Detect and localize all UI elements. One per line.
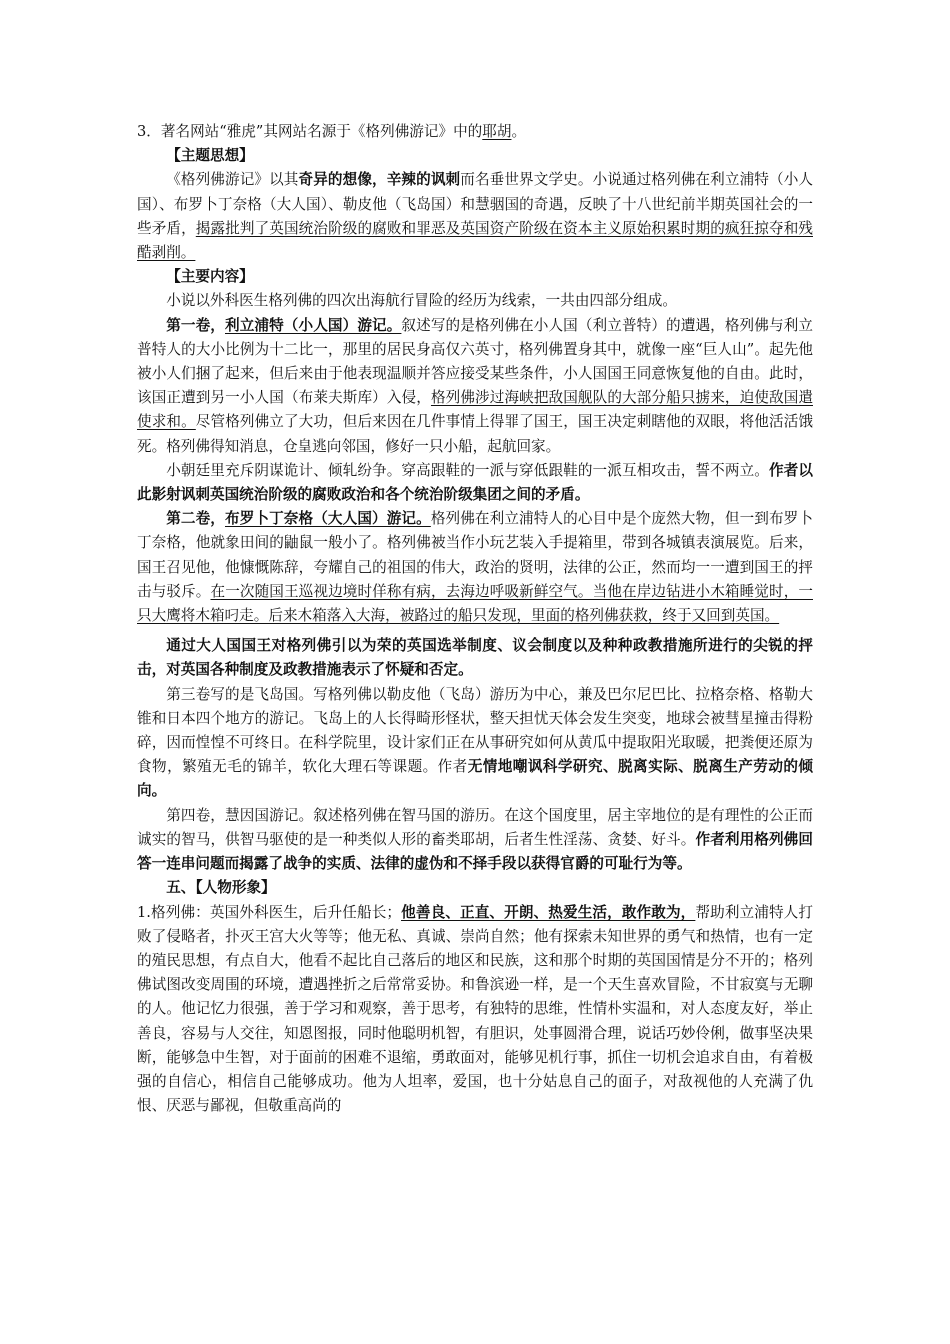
- character-1-text-1: 1.格列佛：英国外科医生，后升任船长；: [137, 903, 402, 921]
- volume-1-paragraph: [137, 314, 813, 459]
- theme-underline-1: 揭露批判了英国统治阶级的腐败和罪恶及英国资产阶级在资本主义原始积累时期的疯狂掠夺和残酷剥削。: [137, 219, 813, 262]
- volume-1-comment-text: 小朝廷里充斥阴谋诡计、倾轧纷争。穿高跟鞋的一派与穿低跟鞋的一派互相攻击，誓不两立。: [166, 461, 769, 479]
- volume-4-bold-1: 作者利用格列佛回答一连串问题而揭露了战争的实质、法律的虚伪和不择手段以获得官爵的可耻行为等。: [137, 830, 813, 873]
- volume-3-paragraph: [137, 683, 813, 804]
- character-1-bold-underline: 他善良、正直、开朗、热爱生活，敢作敢为，: [401, 903, 696, 921]
- volume-1-text-1: 叙述写的是格列佛在小人国（利立普特）的遭遇，格列佛与利立普特人的大小比例为十二比一，那里的居民身高仅六英寸，格列佛置身其中，就像一座“巨人山”。起先他被小人们捆了起来，但后来由于他表现温顺并答应接受某些条件，小人国国王同意恢复他的自由。此时，该国正遭到另一小人国（布莱夫斯库）入侵，: [137, 316, 813, 407]
- volume-1-title: 利立浦特（小人国）游记。: [225, 316, 402, 334]
- item-3-text: 3．著名网站“雅虎”其网站名源于《格列佛游记》中的: [137, 123, 483, 140]
- volume-4-text-1: 第四卷，慧因国游记。叙述格列佛在智马国的游历。在这个国度里，居主宰地位的是有理性的公正而诚实的智马，供智马驱使的是一种类似人形的畜类耶胡，后者生性淫荡、贪婪、好斗。: [137, 806, 813, 848]
- volume-2-underline-1: 在一次随国王巡视边境时佯称有病，去海边呼吸新鲜空气。当他在岸边钻进小木箱睡觉时，一只大鹰将木箱叼走。后来木箱落入大海，被路过的船只发现，里面的格列佛获救，终于又回到英国。: [137, 582, 813, 625]
- volume-3-bold-1: 无情地嘲讽科学研究、脱离实际、脱离生产劳动的倾向。: [137, 758, 813, 800]
- theme-heading: 【主题思想】: [166, 147, 254, 165]
- volume-2-title: 布罗卜丁奈格（大人国）游记。: [225, 510, 431, 528]
- item-3-name: 耶胡: [482, 123, 512, 140]
- volume-2-text-1: 格列佛在利立浦特人的心目中是个庞然大物，但一到布罗卜丁奈格，他就象田间的鼬鼠一般小了。格列佛被当作小玩艺装入手提箱里，带到各城镇表演展览。后来，国王召见他，他慷慨陈辞，夸耀自己的祖国的伟大，政治的贤明，法律的公正，然而均一一遭到国王的抨击与驳斥。: [137, 510, 813, 600]
- volume-1-comment-bold: 作者以此影射讽刺英国统治阶级的腐败政治和各个统治阶级集团之间的矛盾。: [137, 461, 813, 504]
- section-5-heading: 五、【人物形象】: [166, 879, 276, 897]
- volume-2-label: 第二卷，: [166, 510, 225, 528]
- document-body: [137, 120, 813, 1118]
- volume-4-paragraph: [137, 804, 813, 877]
- item-3-paragraph: [137, 120, 813, 144]
- volume-2-paragraph: [137, 507, 813, 628]
- volume-1-text-2: 尽管格列佛立了大功，但后来因在几件事情上得罪了国王，国王决定刺瞎他的双眼，将他活活饿死。格列佛得知消息，仓皇逃向邻国，修好一只小船，起航回家。: [137, 413, 813, 455]
- item-3-suffix: 。: [511, 123, 527, 140]
- character-1-text-2: 帮助利立浦特人打败了侵略者，扑灭王宫大火等等；他无私、真诚、崇尚自然；他有探索未知世界的勇气和热情，也有一定的殖民思想，有点自大，他看不起比自己落后的地区和民族，这和那个时期的英国国情是分不开的；格列佛试图改变周围的环境，遭遇挫折之后常常妥协。和鲁滨逊一样，是一个天生喜欢冒险，不甘寂寞与无聊的人。他记忆力很强，善于学习和观察，善于思考，有独特的思维，性情朴实温和，对人态度友好，举止善良，容易与人交往，知恩图报，同时他聪明机智，有胆识，处事圆滑合理，说话巧妙伶俐，做事坚决果断，能够急中生智，对于面前的困难不退缩，勇敢面对，能够见机行事，抓住一切机会追求自由，有着极强的自信心，相信自己能够成功。他为人坦率，爱国，也十分姑息自己的面子，对敌视他的人充满了仇恨、厌恶与鄙视，但敬重高尚的: [137, 903, 813, 1115]
- volume-2-comment-paragraph: 通过大人国国王对格列佛引以为荣的英国选举制度、议会制度以及种种政教措施所进行的尖锐的抨击，对英国各种制度及政教措施表示了怀疑和否定。: [137, 637, 813, 679]
- character-1-paragraph: [137, 901, 813, 1119]
- theme-bold-1: 奇异的想像，辛辣的讽刺: [298, 171, 461, 189]
- volume-1-underline-1: 格列佛涉过海峡把敌国舰队的大部分船只掳来，迫使敌国遣使求和。: [137, 389, 813, 431]
- theme-paragraph: [137, 168, 813, 265]
- content-heading: 【主要内容】: [166, 268, 254, 286]
- volume-1-comment-paragraph: [137, 459, 813, 507]
- theme-text-1: 《格列佛游记》以其: [166, 171, 299, 189]
- volume-3-text-1: 第三卷写的是飞岛国。写格列佛以勒皮他（飞岛）游历为中心，兼及巴尔尼巴比、拉格奈格、格勒大锥和日本四个地方的游记。飞岛上的人长得畸形怪状，整天担忧天体会发生突变，地球会被彗星撞击得粉碎，因而惶惶不可终日。在科学院里，设计家们正在从事研究如何从黄瓜中提取阳光取暖，把粪便还原为食物，繁殖无毛的锦羊，软化大理石等课题。作者: [137, 685, 813, 776]
- theme-text-2: 而名垂世界文学史。小说通过格列佛在利立浦特（小人国）、布罗卜丁奈格（大人国）、勒皮他（飞岛国）和慧骃国的奇遇，反映了十八世纪前半期英国社会的一些矛盾，: [137, 171, 813, 237]
- volume-1-label: 第一卷，: [166, 316, 225, 334]
- intro-paragraph: 小说以外科医生格列佛的四次出海航行冒险的经历为线索，一共由四部分组成。: [166, 292, 677, 310]
